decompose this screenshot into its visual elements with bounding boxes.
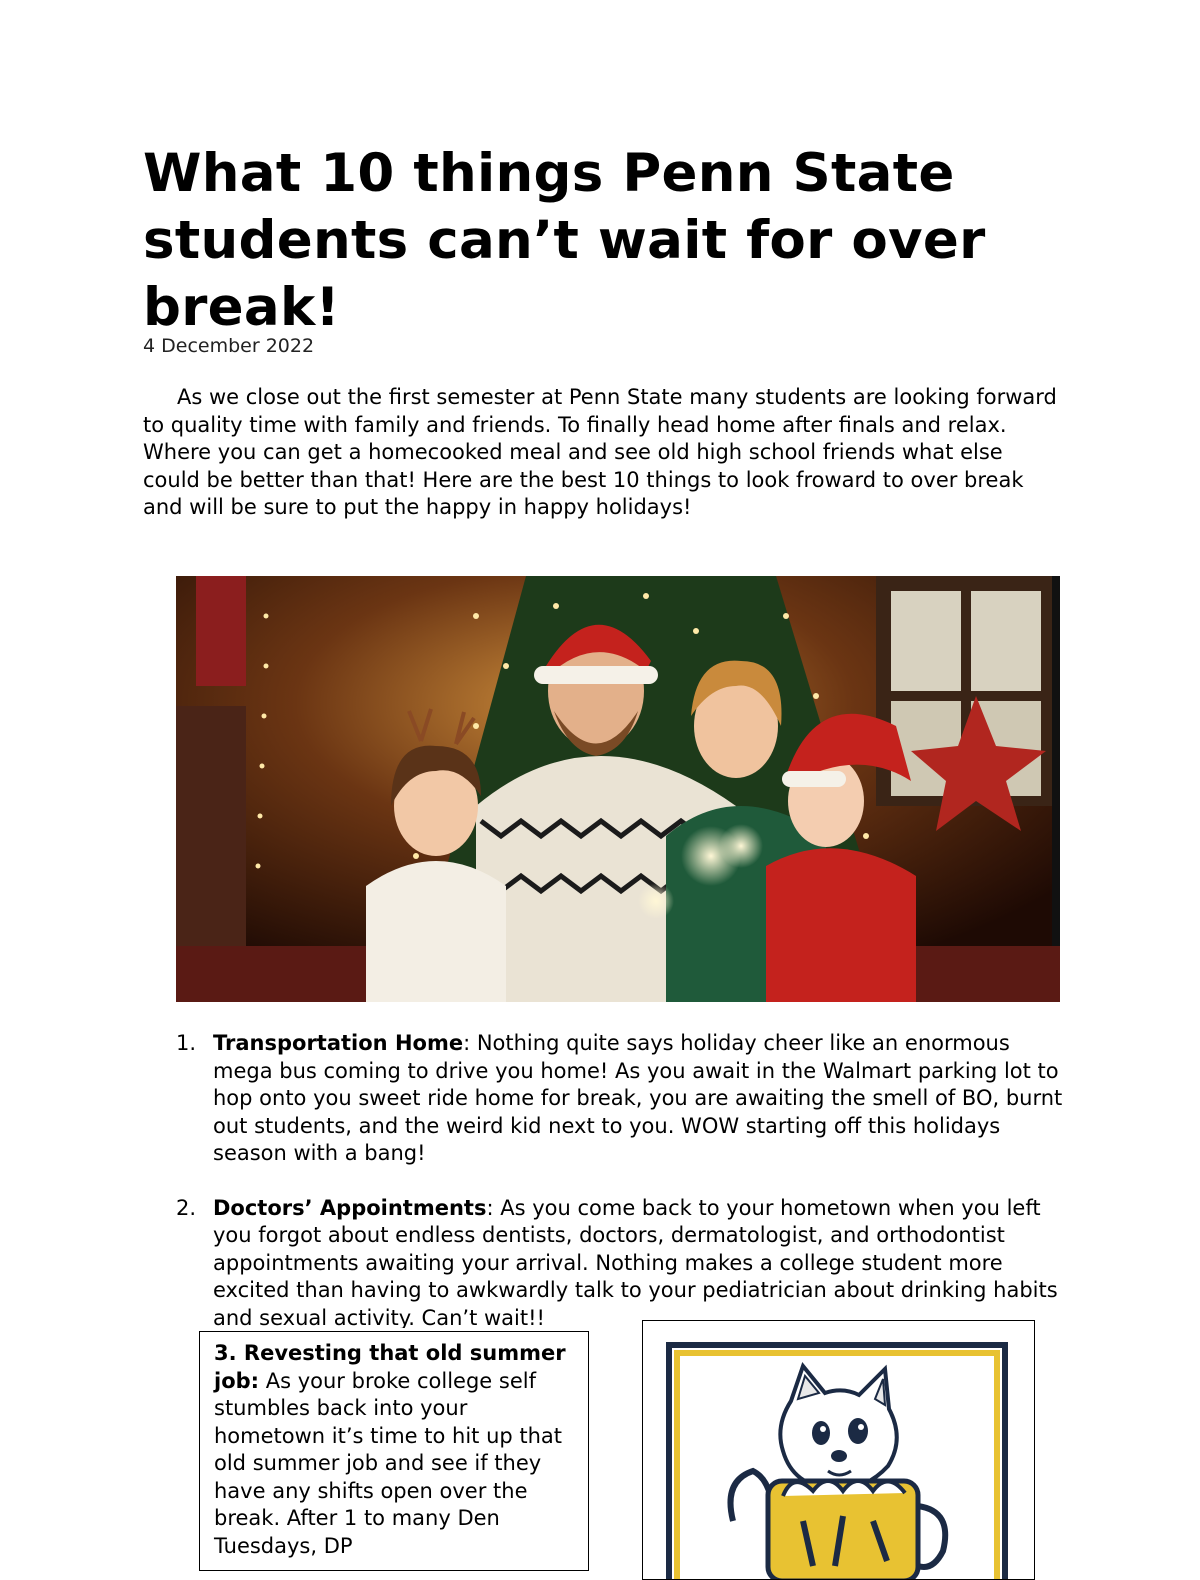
nittany-lion-mascot-logo [642, 1320, 1035, 1580]
list-item [143, 1030, 1063, 1168]
list-item-text: : Nothing quite says holiday cheer like an enormous mega bus coming to drive you home! As you await in the Walmart parking lot to hop onto you sweet ride home for break, you are awaiting the smell of BO, burnt out students, and the weird kid next to you. WOW starting off this holidays season with a bang! [213, 1031, 1063, 1165]
list-item-text: : As you come back to your hometown when you left you forgot about endless dentists, doctors, dermatologist, and orthodontist appointments awaiting your arrival. Nothing makes a college student more excited than having to awkwardly talk to your pediatrician about drinking habits and sexual activity. Can’t wait!! [213, 1195, 1058, 1328]
list-number: 2. [176, 1195, 197, 1220]
intro-paragraph: As we close out the first semester at Penn State many students are looking forward to quality time with family and friends. To finally head home after finals and relax. Where you can get a homecooked meal and see old high school friends what else could be better than that! Here are the best 10 things to look froward to over break and will be sure to put the happy in happy holidays! [143, 385, 1057, 519]
list-item [143, 1195, 1063, 1329]
summer-job-textbox [199, 1331, 589, 1571]
list-item-heading: Transportation Home [213, 1031, 464, 1055]
family-christmas-photo [176, 576, 1060, 1002]
page-title: What 10 things Penn State students can’t wait for over break! [143, 143, 986, 338]
list-item-heading: Doctors’ Appointments [213, 1195, 487, 1220]
textbox-text: As your broke college self stumbles back into your hometown it’s time to hit up that old summer job and see if they have any shifts open over the break. After 1 to many Den Tuesdays, DP [214, 1368, 563, 1558]
list-clip-area [143, 1030, 1063, 1328]
things-list [143, 1030, 1063, 1328]
article-date: 4 December 2022 [143, 335, 315, 357]
list-number: 1. [176, 1031, 197, 1055]
textbox-paragraph [214, 1340, 584, 1560]
textbox-heading: 3. Revesting that old summer job: [214, 1341, 566, 1393]
